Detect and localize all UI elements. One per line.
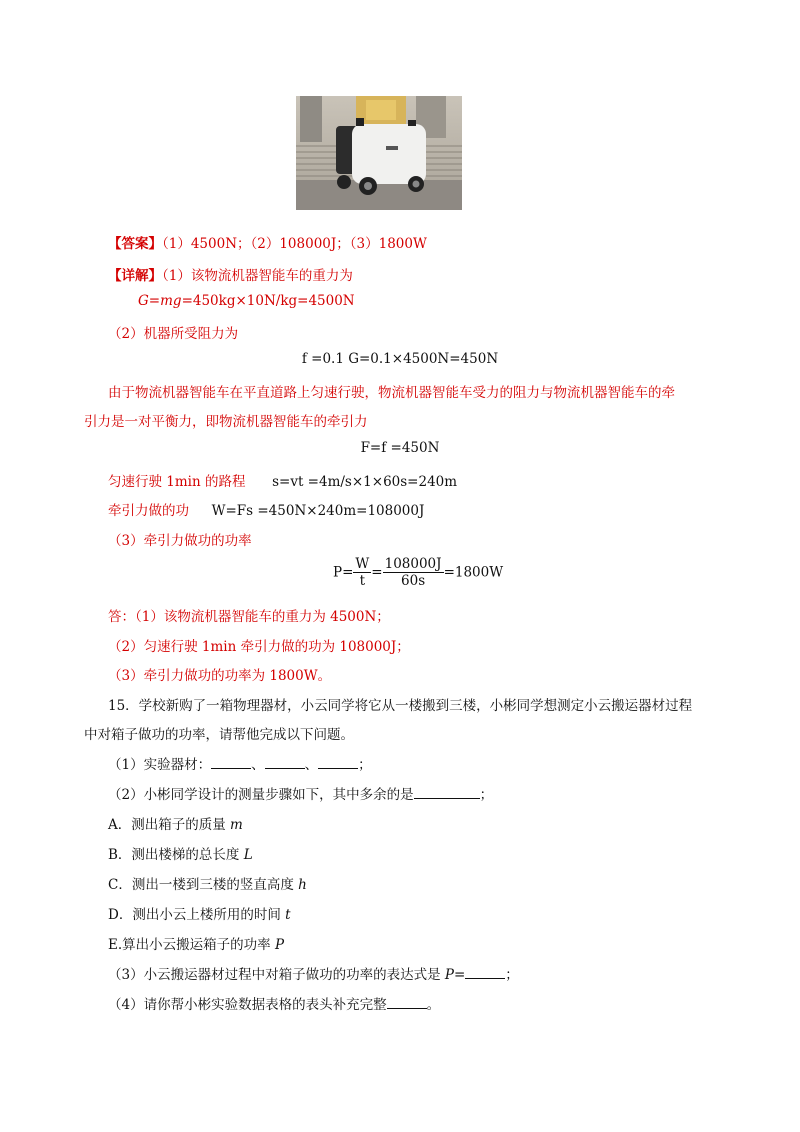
answer-tag: 【答案】	[108, 236, 162, 252]
power-equation: P= $\frac{W}{t}$ = $\frac{108000J}{60s}$ =1800W	[333, 556, 504, 589]
detail-p2: （2）机器所受阻力为	[108, 326, 239, 342]
answer-blank-1[interactable]	[211, 755, 251, 769]
power-fraction-1: $\frac{W}{t}$	[355, 556, 370, 589]
detail-tag: 【详解】	[108, 268, 162, 284]
q15-part1: （1）实验器材： 、 、 ；	[108, 757, 372, 773]
traction-equation: F=f =450N	[360, 440, 440, 456]
distance-line	[108, 470, 457, 490]
answer-text: （1）4500N；（2）108000J；（3）1800W	[162, 236, 427, 252]
q15-part2: （2）小彬同学设计的测量步骤如下，其中多余的是 ；	[108, 787, 494, 803]
option-a: A．测出箱子的质量 m	[108, 817, 243, 833]
option-d: D．测出小云上楼所用的时间 t	[108, 907, 291, 923]
work-label: 牵引力做的功	[108, 503, 189, 519]
delivery-robot-photo	[296, 96, 462, 210]
detail-line-1	[108, 264, 353, 284]
answer-blank-6[interactable]	[387, 995, 427, 1009]
q15-part3: （3）小云搬运器材过程中对箱子做功的功率的表达式是 P= ；	[108, 967, 519, 983]
gravity-equation: G=mg=450kg×10N/kg=4500N	[138, 293, 355, 309]
q15-stem-line2: 中对箱子做功的功率，请帮他完成以下问题。	[84, 727, 354, 743]
distance-equation: s=vt =4m/s×1×60s=240m	[272, 474, 458, 490]
reply-line-3: （3）牵引力做功的功率为 1800W。	[108, 668, 332, 684]
detail-p3-line1: 由于物流机器智能车在平直道路上匀速行驶，物流机器智能车受力的阻力与物流机器智能车的牵	[108, 385, 675, 401]
q15-part4: （4）请你帮小彬实验数据表格的表头补充完整 。	[108, 997, 441, 1013]
answer-blank-5[interactable]	[465, 965, 505, 979]
distance-label: 匀速行驶 1min 的路程	[108, 474, 246, 490]
power-fraction-2: $\frac{108000J}{60s}$	[384, 556, 442, 589]
answer-blank-4[interactable]	[414, 785, 480, 799]
reply-line-2: （2）匀速行驶 1min 牵引力做的功为 108000J；	[108, 639, 410, 655]
reply-line-1: 答：（1）该物流机器智能车的重力为 4500N；	[108, 609, 390, 625]
option-c: C．测出一楼到三楼的竖直高度 h	[108, 877, 307, 893]
q15-stem-line1: 15．学校新购了一箱物理器材，小云同学将它从一楼搬到三楼，小彬同学想测定小云搬运器材过程	[108, 698, 693, 714]
detail-p3-line2: 引力是一对平衡力，即物流机器智能车的牵引力	[84, 414, 368, 430]
work-line	[108, 499, 424, 519]
detail-p1: （1）该物流机器智能车的重力为	[162, 268, 353, 284]
answer-line	[108, 232, 427, 252]
work-equation: W=Fs =450N×240m=108000J	[211, 503, 425, 519]
option-b: B．测出楼梯的总长度 L	[108, 847, 253, 863]
detail-p4: （3）牵引力做功的功率	[108, 533, 252, 549]
answer-blank-2[interactable]	[265, 755, 305, 769]
answer-blank-3[interactable]	[318, 755, 358, 769]
option-e: E.算出小云搬运箱子的功率 P	[108, 937, 285, 953]
friction-equation: f =0.1 G=0.1×4500N=450N	[301, 351, 499, 367]
